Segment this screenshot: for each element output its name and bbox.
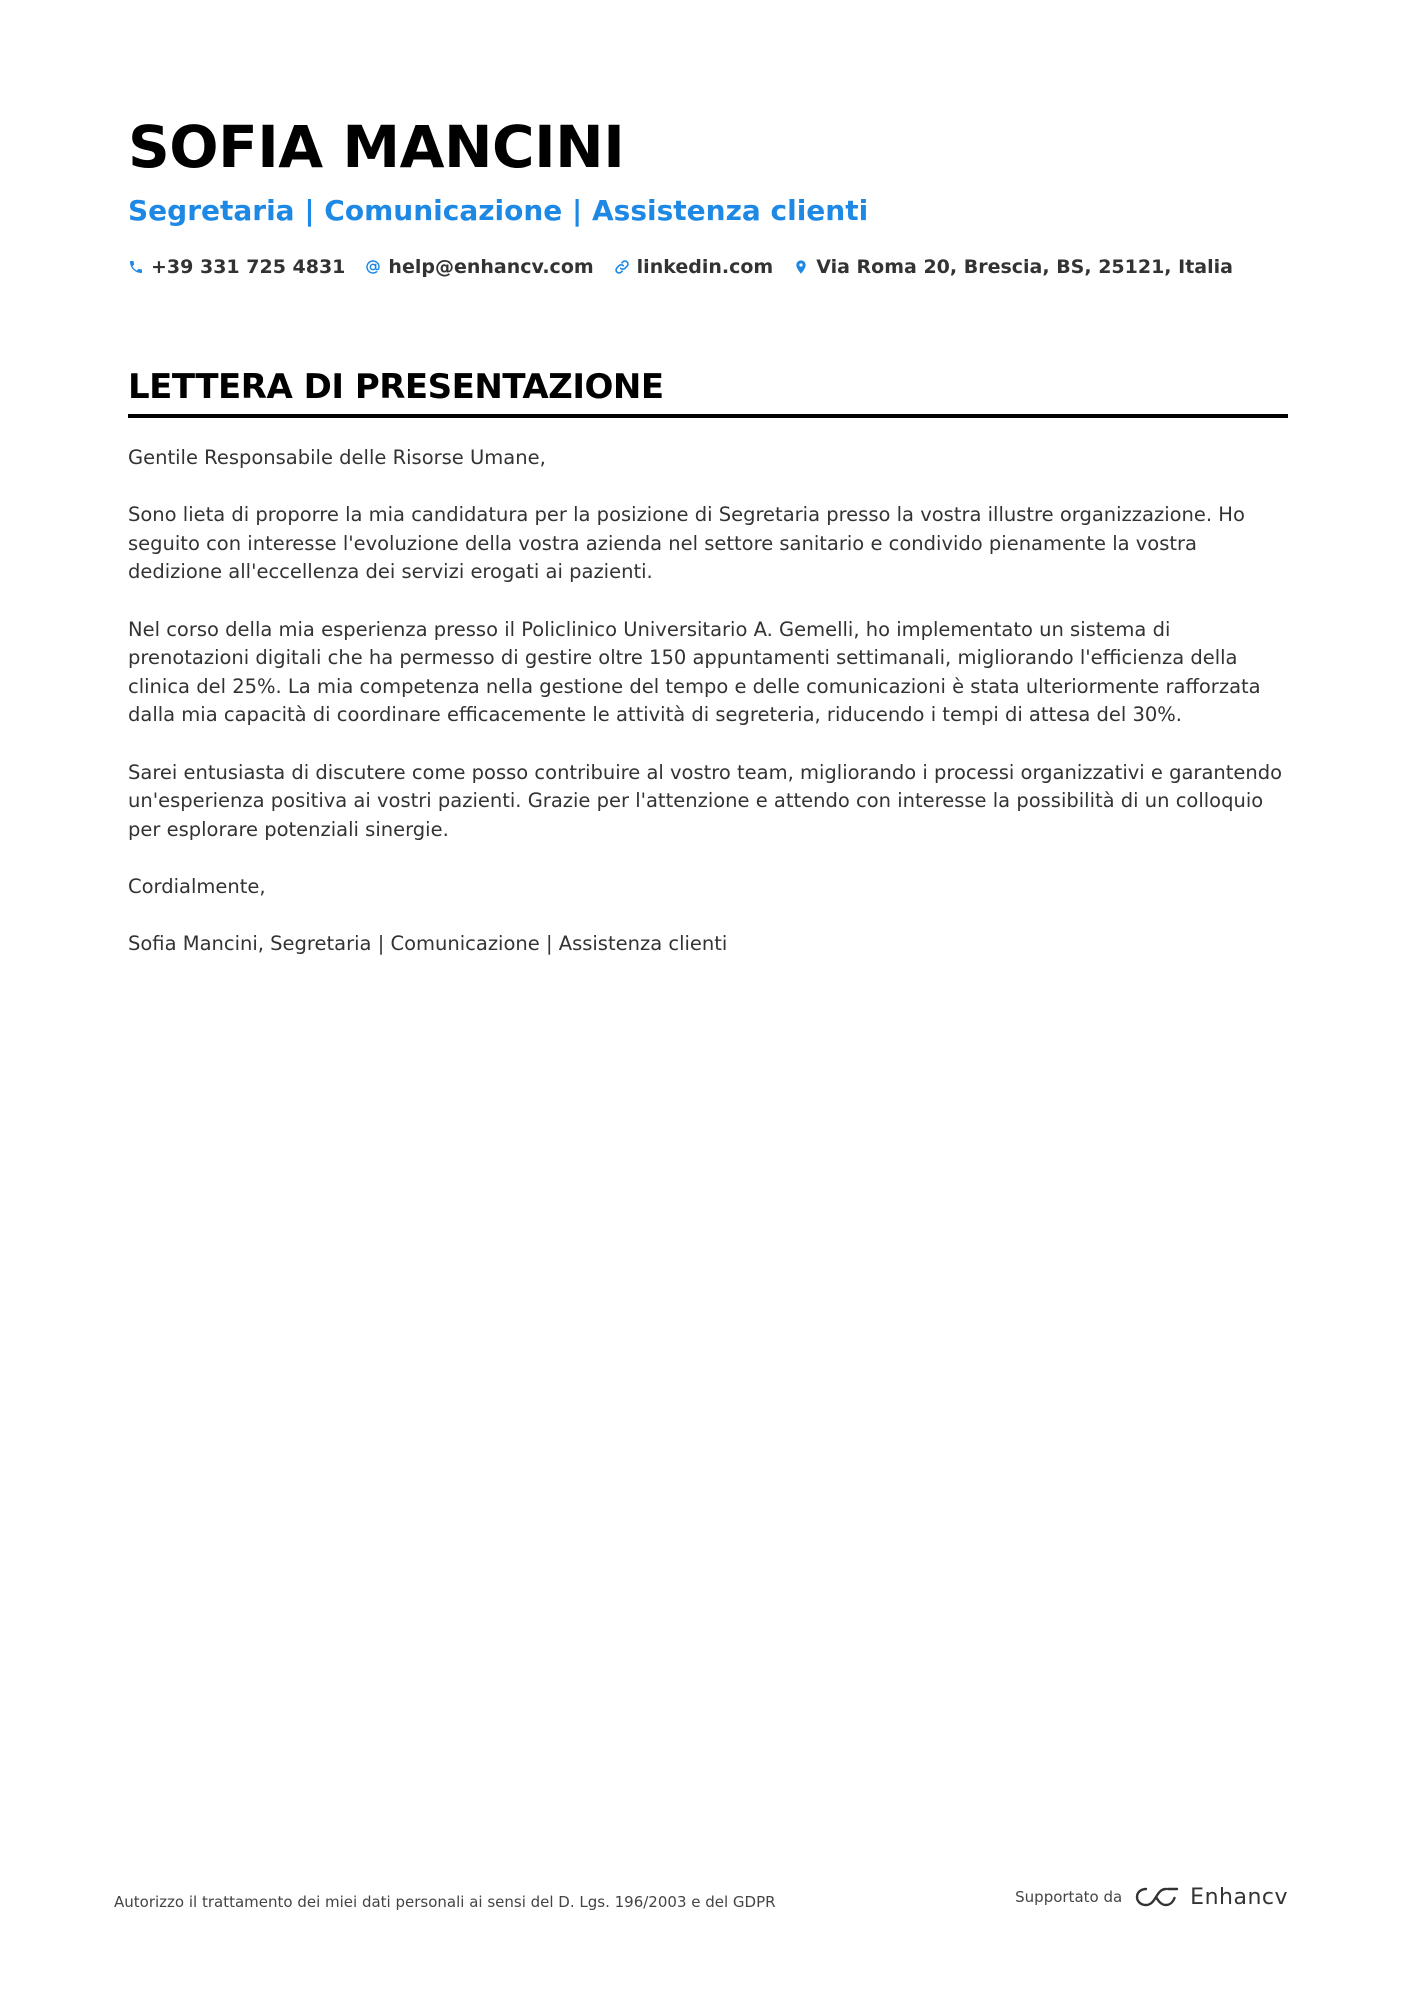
contact-address-text: Via Roma 20, Brescia, BS, 25121, Italia: [816, 256, 1233, 278]
enhancv-logo[interactable]: [1134, 1884, 1288, 1910]
cover-letter-section: [128, 364, 1288, 987]
contact-linkedin[interactable]: [614, 256, 774, 278]
link-icon: [614, 259, 630, 275]
contact-phone-text: +39 331 725 4831: [151, 256, 346, 278]
letter-paragraph: Nel corso della mia esperienza presso il Policlinico Universitario A. Gemelli, ho implementato un sistema di prenotazioni digitali che ha permesso di gestire oltre 150 appuntamenti settimanali, migliorando l'efficienza della clinica del 25%. La mia competenza nella gestione del tempo e delle comunicazioni è stata ulteriormente rafforzata dalla mia capacità di coordinare efficacemente le attività di segreteria, riducendo i tempi di attesa del 30%.: [128, 617, 1261, 727]
contact-address: [793, 256, 1233, 278]
letter-body: [128, 444, 1288, 959]
phone-icon: [128, 259, 144, 275]
letter-closing: Cordialmente,: [128, 874, 266, 898]
letter-paragraph: Sono lieta di proporre la mia candidatura per la posizione di Segretaria presso la vostra illustre organizzazione. Ho seguito con interesse l'evoluzione della vostra azienda nel settore sanitario e condivido pienamente la vostra dedizione all'eccellenza dei servizi erogati ai pazienti.: [128, 503, 1245, 584]
letter-paragraph: Sarei entusiasta di discutere come posso contribuire al vostro team, migliorando i processi organizzativi e garantendo un'esperienza positiva ai vostri pazienti. Grazie per l'attenzione e attendo con interesse la possibilità di un colloquio per esplorare potenziali sinergie.: [128, 760, 1283, 841]
section-title: LETTERA DI PRESENTAZIONE: [128, 367, 664, 407]
privacy-consent: Autorizzo il trattamento dei miei dati personali ai sensi del D. Lgs. 196/2003 e del GDPR: [114, 1893, 776, 1911]
contact-bar: [128, 256, 1288, 278]
header: [128, 110, 1288, 278]
letter-signature: Sofia Mancini, Segretaria | Comunicazione | Assistenza clienti: [128, 932, 728, 956]
powered-by-label: Supportato da: [1015, 1888, 1123, 1906]
candidate-title: Segretaria | Comunicazione | Assistenza clienti: [128, 194, 869, 227]
section-divider: [128, 414, 1288, 418]
candidate-name: SOFIA MANCINI: [128, 113, 625, 181]
at-icon: [365, 259, 381, 275]
contact-email[interactable]: [365, 256, 593, 278]
letter-salutation: Gentile Responsabile delle Risorse Umane,: [128, 446, 546, 469]
powered-by[interactable]: [1015, 1884, 1288, 1910]
enhancv-logo-icon: [1134, 1884, 1180, 1910]
contact-phone[interactable]: [128, 256, 345, 278]
enhancv-logo-text: Enhancv: [1190, 1884, 1288, 1910]
location-icon: [793, 259, 809, 275]
contact-email-text: help@enhancv.com: [388, 256, 594, 278]
contact-linkedin-text: linkedin.com: [636, 256, 774, 278]
